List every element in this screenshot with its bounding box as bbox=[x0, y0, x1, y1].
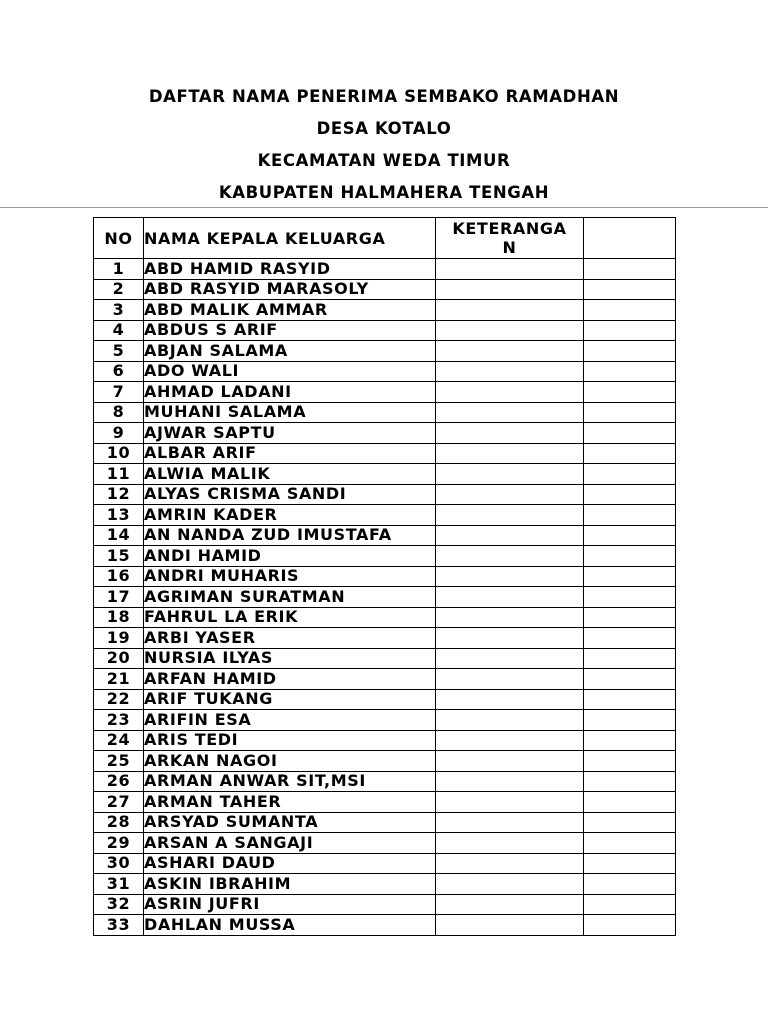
row-number: 3 bbox=[94, 300, 144, 321]
extra-cell bbox=[584, 751, 676, 772]
extra-cell bbox=[584, 874, 676, 895]
table-row bbox=[94, 874, 676, 895]
head-of-family-name: AMRIN KADER bbox=[144, 505, 436, 526]
document-title: DAFTAR NAMA PENERIMA SEMBAKO RAMADHAN bbox=[148, 87, 620, 106]
note-cell bbox=[436, 648, 584, 669]
row-number: 16 bbox=[94, 566, 144, 587]
row-number: 10 bbox=[94, 443, 144, 464]
row-number: 19 bbox=[94, 628, 144, 649]
note-cell bbox=[436, 874, 584, 895]
table-row bbox=[94, 320, 676, 341]
extra-cell bbox=[584, 587, 676, 608]
head-of-family-name: ANDRI MUHARIS bbox=[144, 566, 436, 587]
head-of-family-name: ARIS TEDI bbox=[144, 730, 436, 751]
extra-cell bbox=[584, 710, 676, 731]
district-name: KECAMATAN WEDA TIMUR bbox=[257, 151, 511, 170]
table-row bbox=[94, 710, 676, 731]
extra-cell bbox=[584, 505, 676, 526]
row-number: 28 bbox=[94, 812, 144, 833]
note-cell bbox=[436, 710, 584, 731]
table-body bbox=[94, 259, 676, 936]
table-row bbox=[94, 812, 676, 833]
table-row bbox=[94, 669, 676, 690]
table-row bbox=[94, 361, 676, 382]
extra-cell bbox=[584, 833, 676, 854]
table-row bbox=[94, 546, 676, 567]
table-row bbox=[94, 587, 676, 608]
table-row bbox=[94, 443, 676, 464]
regency-name: KABUPATEN HALMAHERA TENGAH bbox=[218, 183, 550, 202]
row-number: 23 bbox=[94, 710, 144, 731]
table-row bbox=[94, 423, 676, 444]
row-number: 31 bbox=[94, 874, 144, 895]
extra-cell bbox=[584, 915, 676, 936]
row-number: 29 bbox=[94, 833, 144, 854]
table-row bbox=[94, 771, 676, 792]
note-cell bbox=[436, 443, 584, 464]
extra-cell bbox=[584, 259, 676, 280]
row-number: 4 bbox=[94, 320, 144, 341]
note-cell bbox=[436, 423, 584, 444]
row-number: 14 bbox=[94, 525, 144, 546]
table-header-row bbox=[94, 218, 676, 259]
recipient-table bbox=[93, 217, 676, 936]
note-cell bbox=[436, 259, 584, 280]
row-number: 2 bbox=[94, 279, 144, 300]
extra-cell bbox=[584, 423, 676, 444]
head-of-family-name: ABD HAMID RASYID bbox=[144, 259, 436, 280]
note-cell bbox=[436, 607, 584, 628]
head-of-family-name: ABJAN SALAMA bbox=[144, 341, 436, 362]
head-of-family-name: ARKAN NAGOI bbox=[144, 751, 436, 772]
note-cell bbox=[436, 382, 584, 403]
table-row bbox=[94, 279, 676, 300]
extra-cell bbox=[584, 566, 676, 587]
head-of-family-name: ARIFIN ESA bbox=[144, 710, 436, 731]
row-number: 20 bbox=[94, 648, 144, 669]
table-row bbox=[94, 853, 676, 874]
extra-cell bbox=[584, 546, 676, 567]
row-number: 17 bbox=[94, 587, 144, 608]
note-cell bbox=[436, 484, 584, 505]
table-row bbox=[94, 792, 676, 813]
head-of-family-name: ASHARI DAUD bbox=[144, 853, 436, 874]
row-number: 25 bbox=[94, 751, 144, 772]
head-of-family-name: ABD MALIK AMMAR bbox=[144, 300, 436, 321]
extra-cell bbox=[584, 402, 676, 423]
head-of-family-name: ARSYAD SUMANTA bbox=[144, 812, 436, 833]
extra-cell bbox=[584, 443, 676, 464]
table-row bbox=[94, 402, 676, 423]
extra-cell bbox=[584, 320, 676, 341]
page-divider bbox=[0, 207, 768, 208]
row-number: 1 bbox=[94, 259, 144, 280]
head-of-family-name: ABDUS S ARIF bbox=[144, 320, 436, 341]
table-row bbox=[94, 464, 676, 485]
note-cell bbox=[436, 730, 584, 751]
village-name: DESA KOTALO bbox=[316, 119, 452, 138]
note-cell bbox=[436, 669, 584, 690]
row-number: 33 bbox=[94, 915, 144, 936]
table-row bbox=[94, 566, 676, 587]
note-cell bbox=[436, 279, 584, 300]
note-cell bbox=[436, 628, 584, 649]
note-cell bbox=[436, 915, 584, 936]
extra-cell bbox=[584, 689, 676, 710]
note-cell bbox=[436, 833, 584, 854]
extra-cell bbox=[584, 361, 676, 382]
extra-cell bbox=[584, 300, 676, 321]
table-row bbox=[94, 689, 676, 710]
head-of-family-name: NURSIA ILYAS bbox=[144, 648, 436, 669]
note-cell bbox=[436, 894, 584, 915]
table-row bbox=[94, 259, 676, 280]
head-of-family-name: AGRIMAN SURATMAN bbox=[144, 587, 436, 608]
head-of-family-name: FAHRUL LA ERIK bbox=[144, 607, 436, 628]
head-of-family-name: ABD RASYID MARASOLY bbox=[144, 279, 436, 300]
head-of-family-name: ALYAS CRISMA SANDI bbox=[144, 484, 436, 505]
note-cell bbox=[436, 402, 584, 423]
header-name: NAMA KEPALA KELUARGA bbox=[144, 218, 436, 259]
extra-cell bbox=[584, 812, 676, 833]
note-cell bbox=[436, 464, 584, 485]
extra-cell bbox=[584, 279, 676, 300]
extra-cell bbox=[584, 894, 676, 915]
note-cell bbox=[436, 853, 584, 874]
row-number: 27 bbox=[94, 792, 144, 813]
row-number: 30 bbox=[94, 853, 144, 874]
extra-cell bbox=[584, 628, 676, 649]
note-cell bbox=[436, 300, 584, 321]
note-cell bbox=[436, 341, 584, 362]
extra-cell bbox=[584, 382, 676, 403]
header-note-line1: KETERANGA bbox=[452, 219, 567, 238]
head-of-family-name: ARBI YASER bbox=[144, 628, 436, 649]
extra-cell bbox=[584, 341, 676, 362]
row-number: 13 bbox=[94, 505, 144, 526]
table-row bbox=[94, 833, 676, 854]
note-cell bbox=[436, 320, 584, 341]
head-of-family-name: ARMAN TAHER bbox=[144, 792, 436, 813]
note-cell bbox=[436, 751, 584, 772]
head-of-family-name: AJWAR SAPTU bbox=[144, 423, 436, 444]
row-number: 21 bbox=[94, 669, 144, 690]
row-number: 11 bbox=[94, 464, 144, 485]
row-number: 18 bbox=[94, 607, 144, 628]
head-of-family-name: ARMAN ANWAR SIT,MSI bbox=[144, 771, 436, 792]
extra-cell bbox=[584, 525, 676, 546]
head-of-family-name: ADO WALI bbox=[144, 361, 436, 382]
row-number: 26 bbox=[94, 771, 144, 792]
table-row bbox=[94, 730, 676, 751]
head-of-family-name: ARIF TUKANG bbox=[144, 689, 436, 710]
head-of-family-name: ASRIN JUFRI bbox=[144, 894, 436, 915]
header-no: NO bbox=[94, 218, 144, 259]
table-row bbox=[94, 628, 676, 649]
extra-cell bbox=[584, 607, 676, 628]
table-row bbox=[94, 607, 676, 628]
row-number: 15 bbox=[94, 546, 144, 567]
row-number: 7 bbox=[94, 382, 144, 403]
table-row bbox=[94, 525, 676, 546]
note-cell bbox=[436, 566, 584, 587]
head-of-family-name: ARFAN HAMID bbox=[144, 669, 436, 690]
table-row bbox=[94, 300, 676, 321]
table-row bbox=[94, 648, 676, 669]
table-row bbox=[94, 382, 676, 403]
extra-cell bbox=[584, 792, 676, 813]
note-cell bbox=[436, 361, 584, 382]
note-cell bbox=[436, 587, 584, 608]
head-of-family-name: ARSAN A SANGAJI bbox=[144, 833, 436, 854]
header-note-line2: N bbox=[502, 238, 517, 257]
table-row bbox=[94, 751, 676, 772]
head-of-family-name: ASKIN IBRAHIM bbox=[144, 874, 436, 895]
note-cell bbox=[436, 812, 584, 833]
extra-cell bbox=[584, 771, 676, 792]
head-of-family-name: ALWIA MALIK bbox=[144, 464, 436, 485]
row-number: 22 bbox=[94, 689, 144, 710]
row-number: 24 bbox=[94, 730, 144, 751]
table-row bbox=[94, 505, 676, 526]
row-number: 12 bbox=[94, 484, 144, 505]
row-number: 5 bbox=[94, 341, 144, 362]
table-row bbox=[94, 341, 676, 362]
head-of-family-name: MUHANI SALAMA bbox=[144, 402, 436, 423]
note-cell bbox=[436, 689, 584, 710]
table-row bbox=[94, 894, 676, 915]
extra-cell bbox=[584, 464, 676, 485]
head-of-family-name: ALBAR ARIF bbox=[144, 443, 436, 464]
row-number: 6 bbox=[94, 361, 144, 382]
table-row bbox=[94, 915, 676, 936]
header-extra bbox=[584, 218, 676, 259]
head-of-family-name: ANDI HAMID bbox=[144, 546, 436, 567]
note-cell bbox=[436, 771, 584, 792]
table-row bbox=[94, 484, 676, 505]
note-cell bbox=[436, 525, 584, 546]
head-of-family-name: AHMAD LADANI bbox=[144, 382, 436, 403]
row-number: 9 bbox=[94, 423, 144, 444]
note-cell bbox=[436, 505, 584, 526]
header-note bbox=[436, 218, 584, 259]
extra-cell bbox=[584, 730, 676, 751]
head-of-family-name: AN NANDA ZUD IMUSTAFA bbox=[144, 525, 436, 546]
note-cell bbox=[436, 792, 584, 813]
extra-cell bbox=[584, 669, 676, 690]
extra-cell bbox=[584, 484, 676, 505]
head-of-family-name: DAHLAN MUSSA bbox=[144, 915, 436, 936]
note-cell bbox=[436, 546, 584, 567]
row-number: 32 bbox=[94, 894, 144, 915]
extra-cell bbox=[584, 648, 676, 669]
row-number: 8 bbox=[94, 402, 144, 423]
extra-cell bbox=[584, 853, 676, 874]
